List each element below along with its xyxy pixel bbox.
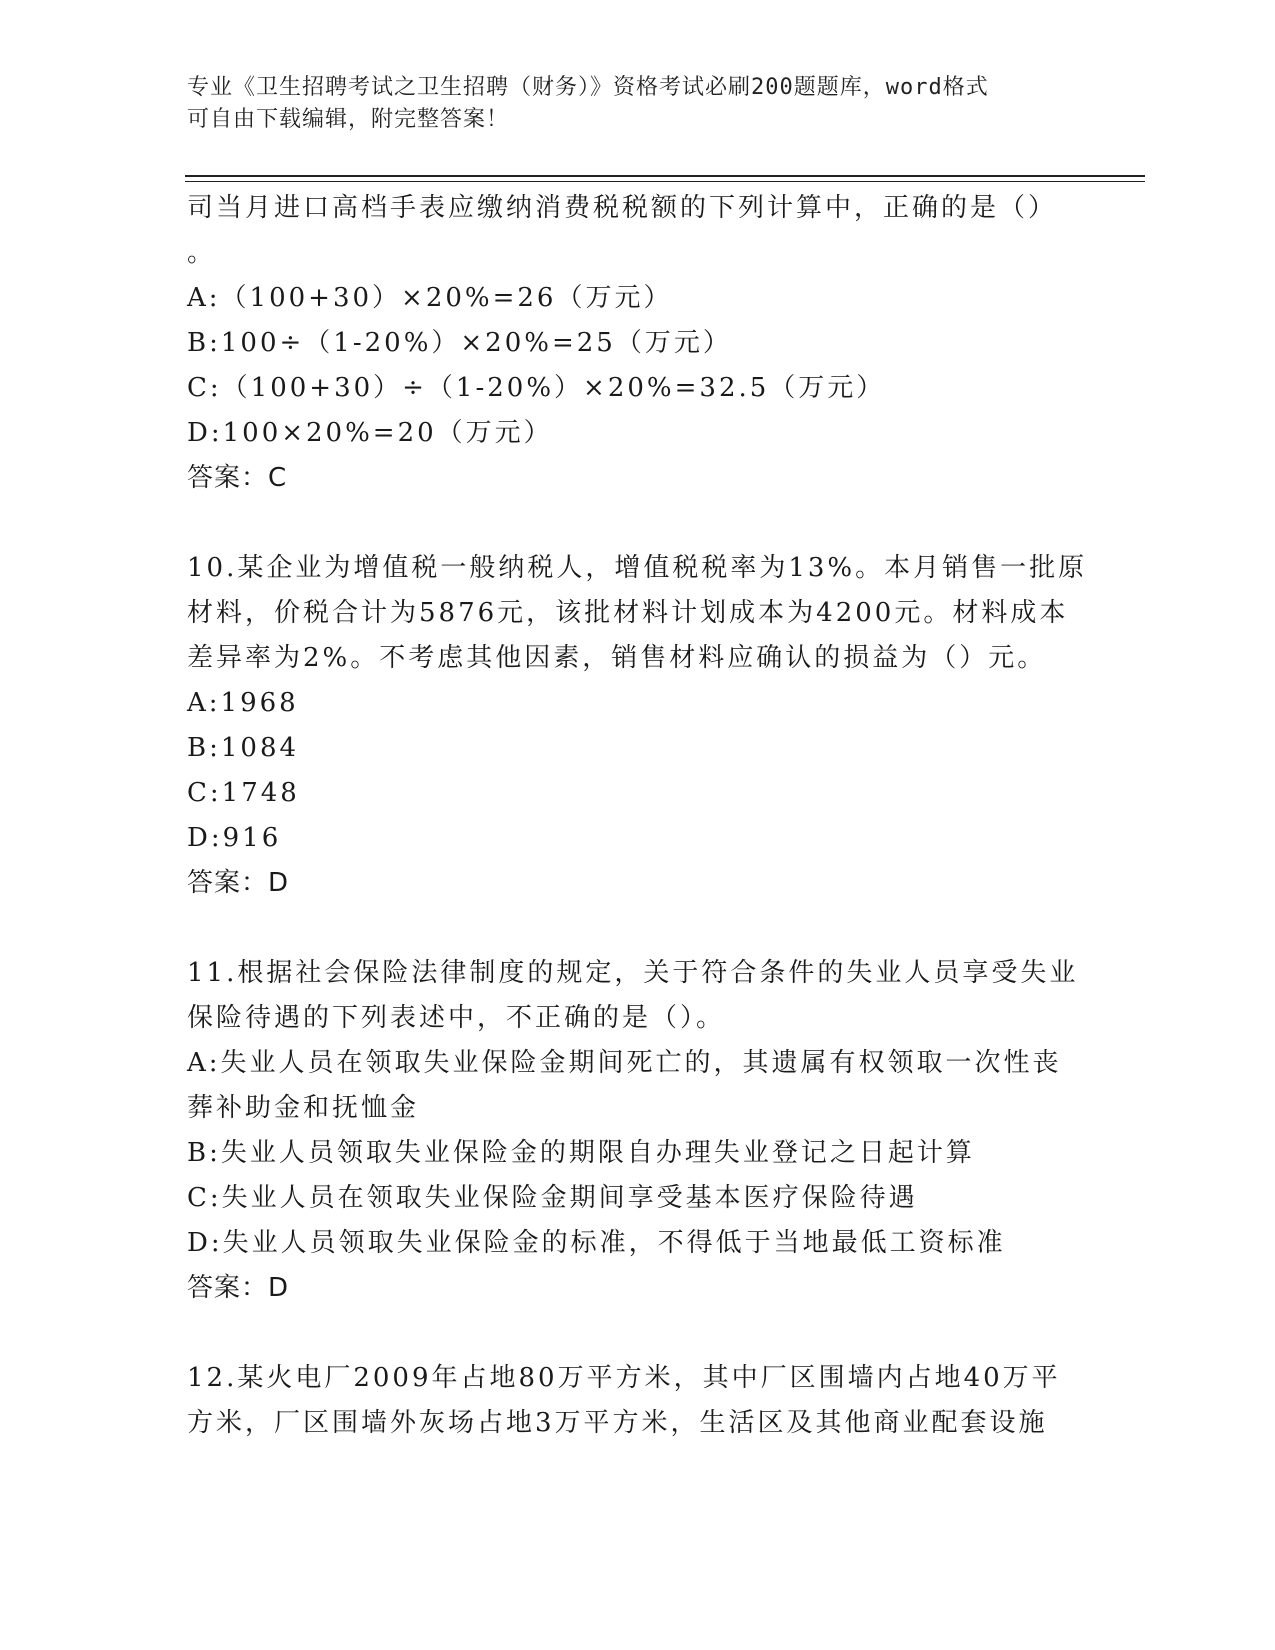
question-gap xyxy=(187,501,1087,546)
question-stem-line: 保险待遇的下列表述中，不正确的是（）。 xyxy=(187,1003,726,1033)
question-stem-line: 方米，厂区围墙外灰场占地3万平方米，生活区及其他商业配套设施 xyxy=(187,1408,1048,1438)
header-divider-thick xyxy=(185,175,1145,177)
option-b: B:1084 xyxy=(187,733,300,763)
option-a: A:1968 xyxy=(187,688,299,718)
question-9 xyxy=(187,186,1087,501)
question-stem-line: 司当月进口高档手表应缴纳消费税税额的下列计算中，正确的是（） xyxy=(187,193,1058,223)
header-title-line-1: 专业《卫生招聘考试之卫生招聘（财务）》资格考试必刷200题题库，word格式 xyxy=(187,75,989,100)
header-title-line-2: 可自由下载编辑，附完整答案！ xyxy=(187,107,510,132)
option-c: C:失业人员在领取失业保险金期间享受基本医疗保险待遇 xyxy=(187,1183,918,1213)
option-a: A:（100+30）×20%=26（万元） xyxy=(187,283,673,313)
answer-label: 答案：D xyxy=(187,1273,290,1303)
document-body xyxy=(187,186,1087,1446)
option-a: A:失业人员在领取失业保险金期间死亡的，其遗属有权领取一次性丧 xyxy=(187,1048,1062,1078)
question-stem-line: 10.某企业为增值税一般纳税人，增值税税率为13%。本月销售一批原 xyxy=(187,553,1088,583)
option-d: D:100×20%=20（万元） xyxy=(187,418,553,448)
question-stem-line: 12.某火电厂2009年占地80万平方米，其中厂区围墙内占地40万平 xyxy=(187,1363,1061,1393)
option-a-continued: 葬补助金和抚恤金 xyxy=(187,1093,420,1123)
header-divider-thin xyxy=(185,181,1145,182)
question-gap xyxy=(187,1311,1087,1356)
option-c: C:1748 xyxy=(187,778,300,808)
answer-label: 答案：C xyxy=(187,463,288,493)
answer-label: 答案：D xyxy=(187,868,290,898)
question-12 xyxy=(187,1356,1087,1446)
question-10 xyxy=(187,546,1087,906)
question-stem-line: 差异率为2%。不考虑其他因素，销售材料应确认的损益为（）元。 xyxy=(187,643,1047,673)
question-11 xyxy=(187,951,1087,1311)
option-d: D:失业人员领取失业保险金的标准，不得低于当地最低工资标准 xyxy=(187,1228,1006,1258)
option-b: B:失业人员领取失业保险金的期限自办理失业登记之日起计算 xyxy=(187,1138,975,1168)
option-b: B:100÷（1-20%）×20%=25（万元） xyxy=(187,328,732,358)
question-stem-line: 。 xyxy=(187,238,217,268)
question-gap xyxy=(187,906,1087,951)
option-d: D:916 xyxy=(187,823,282,853)
option-c: C:（100+30）÷（1-20%）×20%=32.5（万元） xyxy=(187,373,886,403)
question-stem-line: 材料，价税合计为5876元，该批材料计划成本为4200元。材料成本 xyxy=(187,598,1069,628)
document-header xyxy=(187,72,1067,136)
question-stem-line: 11.根据社会保险法律制度的规定，关于符合条件的失业人员享受失业 xyxy=(187,958,1079,988)
